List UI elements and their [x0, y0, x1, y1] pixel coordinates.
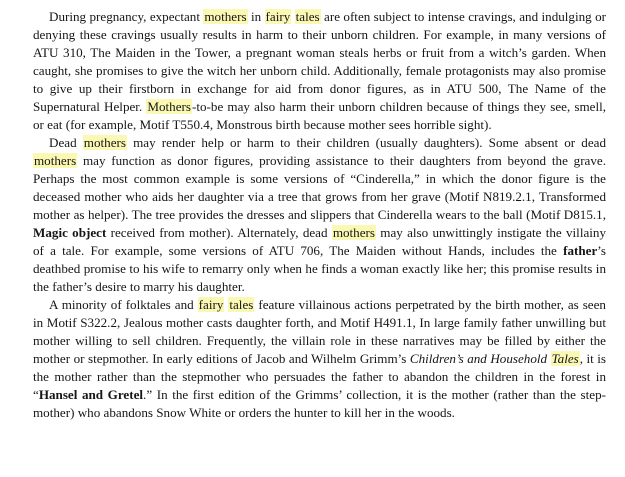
text-run: may function as donor figures, providing assistance to their daughters from beyond the grave. Perhaps the most common example is some versions of “Cinderella,” in which the donor figure is the deceased mother who aids her daughter via a tree that grows from her grave (Motif N819.2.1, Transformed mother as helper). The tree provides the dresses and slippers that Cinderella wears to the ball (Motif D815.1, — [33, 153, 606, 222]
text-run: .” In the first edition of the Grimms’ collection, it is the mother (rather than the stepmother) who abandons Snow White or orders the hunter to kill her in the woods. — [33, 387, 606, 420]
bold-term: Hansel and Gretel — [38, 387, 144, 402]
highlighted-term: fairy — [265, 9, 291, 24]
paragraph-pregnancy — [33, 8, 606, 134]
italic-title: Children’s and Household — [409, 351, 551, 366]
text-run: in — [247, 9, 265, 24]
paragraph-dead-mothers — [33, 134, 606, 296]
text-run: received from mother). Alternately, dead — [106, 225, 332, 240]
text-run: may also unwittingly instigate the villainy of a tale. For example, some versions of ATU 706, The Maiden without Hands, includes the — [33, 225, 606, 258]
text-run: feature villainous actions perpetrated by the birth mother, as seen in Motif S322.2, Jealous mother casts daughter forth, and Motif H491.1, In large family father unwilling but mother willing to sell children. Frequently, the villain role in these narratives may be filled by either the mother or stepmother. In early editions of Jacob and Wilhelm Grimm’s — [33, 297, 606, 366]
highlighted-italic-title: Tales — [551, 351, 579, 366]
bold-term: Magic object — [33, 225, 107, 240]
text-run: ’s deathbed promise to his wife to remarry only when he finds a woman exactly like her; this promise results in the father’s desire to marry his daughter. — [33, 243, 606, 294]
highlighted-term: tales — [229, 297, 254, 312]
text-run: -to-be may also harm their unborn children because of things they see, smell, or eat (for example, Motif T550.4, Monstrous birth because mother sees horrible sight). — [33, 99, 606, 132]
text-run: Dead — [49, 135, 83, 150]
highlighted-term: tales — [295, 9, 320, 24]
text-run: may render help or harm to their children (usually daughters). Some absent or dead — [126, 135, 606, 150]
text-run: are often subject to intense cravings, and indulging or denying these cravings usually results in harm to their unborn children. For example, in many versions of ATU 310, The Maiden in the Tower, a pregnant woman steals herbs or fruit from a witch’s garden. When caught, she promises to give the witch her unborn child. Additionally, female protagonists may also promise to give up their firstborn in exchange for aid from donor figures, as in ATU 500, The Name of the Supernatural Helper. — [33, 9, 607, 114]
highlighted-term: Mothers — [147, 99, 192, 114]
text-run: A minority of folktales and — [49, 297, 198, 312]
highlighted-term: mothers — [34, 153, 77, 168]
text-run: During pregnancy, expectant — [49, 9, 204, 24]
paragraph-villainous-mothers — [33, 296, 606, 422]
highlighted-term: mothers — [83, 135, 126, 150]
highlighted-term: mothers — [204, 9, 247, 24]
text-run: , it is the mother rather than the stepmother who persuades the father to abandon the children in the forest in “ — [33, 351, 606, 402]
highlighted-term: mothers — [332, 225, 375, 240]
highlighted-term: fairy — [198, 297, 224, 312]
bold-term: father — [563, 243, 598, 258]
